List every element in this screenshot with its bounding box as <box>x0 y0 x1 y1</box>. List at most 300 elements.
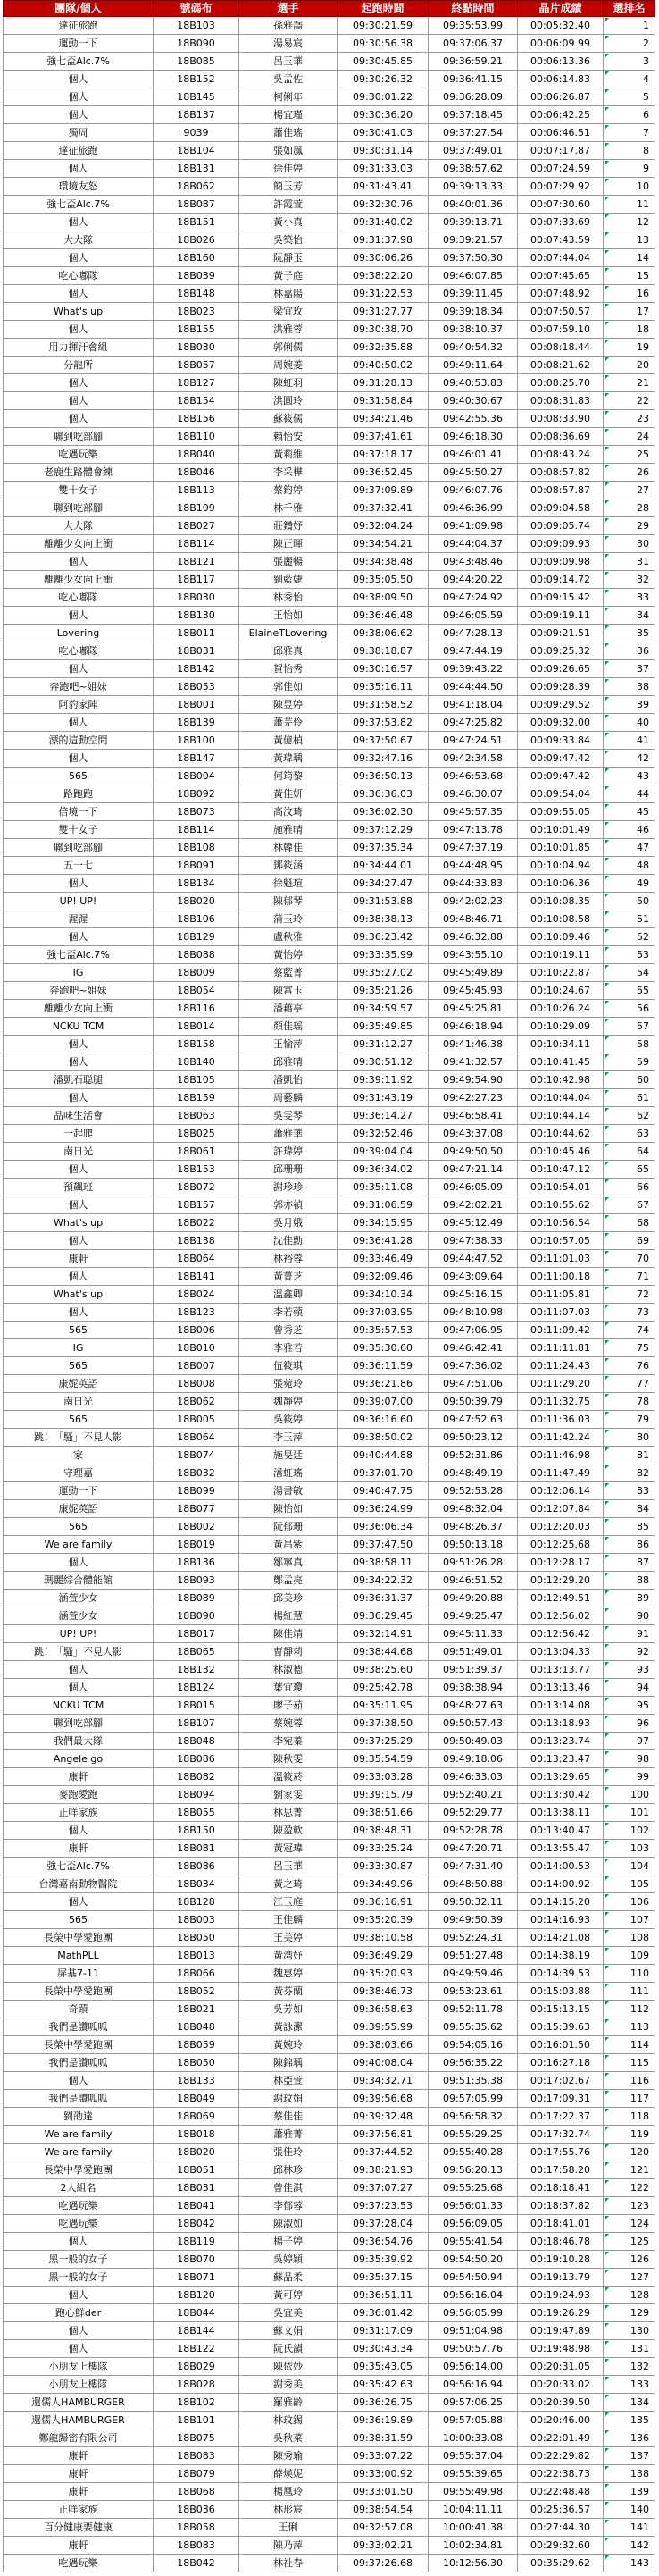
end-time-cell: 09:56:16.04 <box>429 2287 518 2304</box>
rider-cell: 王俐 <box>239 2519 338 2537</box>
rank-cell: 143 <box>604 2555 655 2572</box>
rank-cell: 51 <box>604 910 655 928</box>
chip-time-cell: 00:10:19.11 <box>518 946 604 964</box>
rider-cell: 溫鑫卿 <box>239 1286 338 1304</box>
bib-cell: 18B099 <box>154 1482 239 1500</box>
team-cell: 吃遇玩樂 <box>4 2197 154 2215</box>
bib-cell: 18B061 <box>154 1143 239 1161</box>
chip-time-cell: 00:11:32.75 <box>518 1393 604 1411</box>
rider-cell: 蔡婉蓉 <box>239 1715 338 1733</box>
team-cell: 個人 <box>4 321 154 339</box>
chip-time-cell: 00:10:22.87 <box>518 964 604 982</box>
rank-cell: 47 <box>604 839 655 857</box>
rank-cell: 133 <box>604 2376 655 2394</box>
start-time-cell: 09:36:14.27 <box>338 1107 429 1125</box>
table-row <box>4 2090 655 2108</box>
table-row <box>4 1661 655 1679</box>
chip-time-cell: 00:15:03.88 <box>518 1983 604 2001</box>
bib-cell: 18B020 <box>154 893 239 910</box>
end-time-cell: 09:50:23.12 <box>429 1429 518 1447</box>
rank-cell: 79 <box>604 1411 655 1429</box>
rider-cell: 黃婉玲 <box>239 2036 338 2054</box>
chip-time-cell: 00:20:39.50 <box>518 2394 604 2412</box>
rider-cell: 林嘉陽 <box>239 285 338 303</box>
team-cell: 渥渥 <box>4 910 154 928</box>
rider-cell: 黃冠瑋 <box>239 1840 338 1858</box>
chip-time-cell: 00:11:09.42 <box>518 1322 604 1339</box>
team-cell: 品味生活會 <box>4 1107 154 1125</box>
rider-cell: 蕭雅華 <box>239 1125 338 1143</box>
table-row <box>4 2394 655 2412</box>
rank-cell: 75 <box>604 1339 655 1357</box>
rank-cell: 14 <box>604 249 655 267</box>
team-cell: 大大隊 <box>4 231 154 249</box>
rider-cell: 林韓佳 <box>239 839 338 857</box>
rank-cell: 122 <box>604 2179 655 2197</box>
end-time-cell: 09:47:36.02 <box>429 1357 518 1375</box>
rank-cell: 30 <box>604 535 655 553</box>
team-cell: 奇蹟 <box>4 2001 154 2018</box>
rank-cell: 52 <box>604 928 655 946</box>
table-row <box>4 357 655 374</box>
rider-cell: 盧秋雅 <box>239 928 338 946</box>
rank-cell: 80 <box>604 1429 655 1447</box>
team-cell: IG <box>4 964 154 982</box>
team-cell: 路跑跑 <box>4 785 154 803</box>
team-cell: 屏基7-11 <box>4 1965 154 1983</box>
bib-cell: 18B048 <box>154 2018 239 2036</box>
end-time-cell: 09:56:35.22 <box>429 2054 518 2072</box>
team-cell: 達征旅跑 <box>4 17 154 35</box>
bib-cell: 18B032 <box>154 1464 239 1482</box>
rank-cell: 54 <box>604 964 655 982</box>
rider-cell: 黃瑋瑀 <box>239 750 338 768</box>
bib-cell: 18B042 <box>154 2555 239 2572</box>
start-time-cell: 09:37:12.29 <box>338 821 429 839</box>
rider-cell: 李玉萍 <box>239 1429 338 1447</box>
start-time-cell: 09:32:09.46 <box>338 1268 429 1286</box>
chip-time-cell: 00:08:57.87 <box>518 482 604 499</box>
end-time-cell: 09:55:40.28 <box>429 2144 518 2161</box>
rider-cell: 何筠黎 <box>239 768 338 785</box>
start-time-cell: 09:31:06.59 <box>338 1196 429 1214</box>
table-row <box>4 821 655 839</box>
rank-cell: 63 <box>604 1125 655 1143</box>
end-time-cell: 09:56:05.99 <box>429 2304 518 2322</box>
end-time-cell: 09:48:27.63 <box>429 1697 518 1715</box>
rank-cell: 91 <box>604 1625 655 1643</box>
bib-cell: 18B100 <box>154 732 239 750</box>
start-time-cell: 09:38:31.59 <box>338 2429 429 2447</box>
rank-cell: 81 <box>604 1447 655 1464</box>
rank-cell: 77 <box>604 1375 655 1393</box>
table-row <box>4 1590 655 1607</box>
chip-time-cell: 00:12:20.03 <box>518 1518 604 1536</box>
rank-cell: 53 <box>604 946 655 964</box>
start-time-cell: 09:25:42.78 <box>338 1679 429 1697</box>
team-cell: 565 <box>4 1411 154 1429</box>
rider-cell: 葉宜瓊 <box>239 1679 338 1697</box>
rank-cell: 72 <box>604 1286 655 1304</box>
rider-cell: 溫筱菸 <box>239 1768 338 1786</box>
rider-cell: 周藝麟 <box>239 1089 338 1107</box>
end-time-cell: 09:43:48.46 <box>429 553 518 571</box>
table-row <box>4 374 655 392</box>
rider-cell: 吳孟佐 <box>239 71 338 88</box>
rider-cell: ElaineTLovering <box>239 625 338 642</box>
bib-cell: 18B138 <box>154 1232 239 1250</box>
team-cell: 個人 <box>4 607 154 625</box>
start-time-cell: 09:34:21.46 <box>338 410 429 428</box>
chip-time-cell: 00:11:07.03 <box>518 1304 604 1322</box>
team-cell: 個人 <box>4 392 154 410</box>
team-cell: 個人 <box>4 1268 154 1286</box>
rank-cell: 57 <box>604 1018 655 1036</box>
end-time-cell: 09:38:57.62 <box>429 160 518 178</box>
rider-cell: 黃億楨 <box>239 732 338 750</box>
table-row <box>4 1143 655 1161</box>
start-time-cell: 09:37:50.67 <box>338 732 429 750</box>
team-cell: 個人 <box>4 160 154 178</box>
end-time-cell: 09:52:53.28 <box>429 1482 518 1500</box>
start-time-cell: 09:36:29.45 <box>338 1607 429 1625</box>
start-time-cell: 09:37:35.34 <box>338 839 429 857</box>
bib-cell: 18B090 <box>154 1607 239 1625</box>
end-time-cell: 09:49:18.06 <box>429 1750 518 1768</box>
start-time-cell: 09:39:07.00 <box>338 1393 429 1411</box>
table-row <box>4 2161 655 2179</box>
team-cell: 離離少女向上衝 <box>4 535 154 553</box>
table-row <box>4 17 655 35</box>
team-cell: 我們是讚呱呱 <box>4 2018 154 2036</box>
rank-cell: 50 <box>604 893 655 910</box>
start-time-cell: 09:37:44.52 <box>338 2144 429 2161</box>
chip-time-cell: 00:09:04.58 <box>518 499 604 517</box>
end-time-cell: 09:45:11.33 <box>429 1625 518 1643</box>
chip-time-cell: 00:09:14.72 <box>518 571 604 589</box>
rider-cell: 張菀玲 <box>239 1375 338 1393</box>
bib-cell: 18B155 <box>154 321 239 339</box>
rider-cell: 薛煐妮 <box>239 2465 338 2483</box>
bib-cell: 18B141 <box>154 1268 239 1286</box>
end-time-cell: 09:47:28.13 <box>429 625 518 642</box>
team-cell: 個人 <box>4 714 154 732</box>
team-cell: 我們最大隊 <box>4 1733 154 1750</box>
team-cell: 阿豹家陣 <box>4 696 154 714</box>
bib-cell: 18B090 <box>154 35 239 53</box>
end-time-cell: 09:49:11.64 <box>429 357 518 374</box>
end-time-cell: 09:43:37.08 <box>429 1125 518 1143</box>
rank-cell: 113 <box>604 2018 655 2036</box>
rank-cell: 40 <box>604 714 655 732</box>
team-cell: 個人 <box>4 875 154 893</box>
rank-cell: 56 <box>604 1000 655 1018</box>
rank-cell: 124 <box>604 2215 655 2233</box>
start-time-cell: 09:37:32.41 <box>338 499 429 517</box>
rider-cell: 沈佳勳 <box>239 1232 338 1250</box>
rank-cell: 20 <box>604 357 655 374</box>
start-time-cell: 09:36:16.91 <box>338 1893 429 1911</box>
rank-cell: 90 <box>604 1607 655 1625</box>
table-row <box>4 2233 655 2251</box>
table-row <box>4 1625 655 1643</box>
rank-cell: 114 <box>604 2036 655 2054</box>
team-cell: 個人 <box>4 660 154 678</box>
team-cell: MathPLL <box>4 1947 154 1965</box>
team-cell: 個人 <box>4 1232 154 1250</box>
start-time-cell: 09:38:38.13 <box>338 910 429 928</box>
rider-cell: 林玟錫 <box>239 2412 338 2429</box>
end-time-cell: 09:37:27.54 <box>429 124 518 142</box>
table-row <box>4 2036 655 2054</box>
start-time-cell: 09:35:21.26 <box>338 982 429 1000</box>
table-row <box>4 214 655 231</box>
start-time-cell: 09:35:11.95 <box>338 1697 429 1715</box>
table-row <box>4 1858 655 1875</box>
bib-cell: 18B052 <box>154 1983 239 2001</box>
bib-cell: 18B088 <box>154 946 239 964</box>
start-time-cell: 09:31:58.84 <box>338 392 429 410</box>
bib-cell: 18B048 <box>154 1733 239 1750</box>
rank-cell: 46 <box>604 821 655 839</box>
table-row <box>4 857 655 875</box>
chip-time-cell: 00:07:29.92 <box>518 178 604 196</box>
bib-cell: 18B072 <box>154 1179 239 1196</box>
chip-time-cell: 00:08:21.62 <box>518 357 604 374</box>
rider-cell: 劉家雯 <box>239 1786 338 1804</box>
chip-time-cell: 00:07:45.65 <box>518 267 604 285</box>
chip-time-cell: 00:19:48.98 <box>518 2340 604 2358</box>
rank-cell: 110 <box>604 1965 655 1983</box>
rank-cell: 6 <box>604 106 655 124</box>
start-time-cell: 09:36:50.13 <box>338 768 429 785</box>
bib-cell: 18B065 <box>154 1643 239 1661</box>
start-time-cell: 09:36:51.11 <box>338 2287 429 2304</box>
rank-cell: 26 <box>604 464 655 482</box>
rank-cell: 118 <box>604 2108 655 2126</box>
rider-cell: 柯俐年 <box>239 88 338 106</box>
chip-time-cell: 00:22:38.73 <box>518 2465 604 2483</box>
end-time-cell: 09:42:55.36 <box>429 410 518 428</box>
chip-time-cell: 00:09:32.00 <box>518 714 604 732</box>
rider-cell: 張麗暢 <box>239 553 338 571</box>
rider-cell: 羅雅齡 <box>239 2394 338 2412</box>
team-cell: 康軒 <box>4 1250 154 1268</box>
chip-time-cell: 00:15:39.63 <box>518 2018 604 2036</box>
rider-cell: 劉藍婕 <box>239 571 338 589</box>
bib-cell: 18B034 <box>154 1875 239 1893</box>
rank-cell: 28 <box>604 499 655 517</box>
table-row <box>4 1286 655 1304</box>
table-row <box>4 1750 655 1768</box>
table-row <box>4 1268 655 1286</box>
rider-cell: 阮靜玉 <box>239 249 338 267</box>
rank-cell: 7 <box>604 124 655 142</box>
start-time-cell: 09:34:32.71 <box>338 2072 429 2090</box>
rank-cell: 93 <box>604 1661 655 1679</box>
header-start-time: 起跑時間 <box>338 1 429 17</box>
rider-cell: 王愉萍 <box>239 1036 338 1053</box>
start-time-cell: 09:37:07.27 <box>338 2179 429 2197</box>
end-time-cell: 09:51:49.01 <box>429 1643 518 1661</box>
bib-cell: 18B058 <box>154 2519 239 2537</box>
end-time-cell: 09:55:37.04 <box>429 2447 518 2465</box>
bib-cell: 18B079 <box>154 2465 239 2483</box>
table-row <box>4 1375 655 1393</box>
bib-cell: 18B105 <box>154 1071 239 1089</box>
team-cell: 個人 <box>4 285 154 303</box>
rank-cell: 68 <box>604 1214 655 1232</box>
bib-cell: 18B046 <box>154 464 239 482</box>
team-cell: 運動一下 <box>4 35 154 53</box>
bib-cell: 18B113 <box>154 482 239 499</box>
start-time-cell: 09:38:09.50 <box>338 589 429 607</box>
end-time-cell: 09:44:33.83 <box>429 875 518 893</box>
start-time-cell: 09:34:44.01 <box>338 857 429 875</box>
end-time-cell: 09:40:01.36 <box>429 196 518 214</box>
bib-cell: 18B028 <box>154 2376 239 2394</box>
chip-time-cell: 00:10:56.54 <box>518 1214 604 1232</box>
team-cell: 跳！「騷」不見人影 <box>4 1643 154 1661</box>
rank-cell: 38 <box>604 678 655 696</box>
start-time-cell: 09:30:21.59 <box>338 17 429 35</box>
rider-cell: 蕭佳瑤 <box>239 124 338 142</box>
bib-cell: 18B153 <box>154 1161 239 1179</box>
team-cell: 涵萱少女 <box>4 1607 154 1625</box>
start-time-cell: 09:37:25.29 <box>338 1733 429 1750</box>
team-cell: 潘凱石聪腿 <box>4 1071 154 1089</box>
chip-time-cell: 00:12:49.51 <box>518 1590 604 1607</box>
end-time-cell: 09:54:50.94 <box>429 2269 518 2287</box>
table-row <box>4 1482 655 1500</box>
team-cell: 強七盃Alc.7% <box>4 196 154 214</box>
start-time-cell: 09:37:01.70 <box>338 1464 429 1482</box>
chip-time-cell: 00:18:18.41 <box>518 2179 604 2197</box>
chip-time-cell: 00:10:34.11 <box>518 1036 604 1053</box>
bib-cell: 18B050 <box>154 1929 239 1947</box>
end-time-cell: 09:48:49.19 <box>429 1464 518 1482</box>
table-row <box>4 785 655 803</box>
start-time-cell: 09:31:43.41 <box>338 178 429 196</box>
table-row <box>4 2537 655 2555</box>
chip-time-cell: 00:14:39.53 <box>518 1965 604 1983</box>
rank-cell: 120 <box>604 2144 655 2161</box>
team-cell: 強七盃Alc.7% <box>4 946 154 964</box>
bib-cell: 18B131 <box>154 160 239 178</box>
chip-time-cell: 00:17:32.74 <box>518 2126 604 2144</box>
bib-cell: 18B159 <box>154 1089 239 1107</box>
start-time-cell: 09:30:36.20 <box>338 106 429 124</box>
header-rider: 選手 <box>239 1 338 17</box>
bib-cell: 18B160 <box>154 249 239 267</box>
chip-time-cell: 00:19:24.93 <box>518 2287 604 2304</box>
table-row <box>4 642 655 660</box>
bib-cell: 18B123 <box>154 1304 239 1322</box>
end-time-cell: 09:43:55.10 <box>429 946 518 964</box>
team-cell: 長榮中學愛跑團 <box>4 1929 154 1947</box>
team-cell: 涵萱少女 <box>4 1590 154 1607</box>
end-time-cell: 09:48:46.71 <box>429 910 518 928</box>
team-cell: 鄭龍歸密有限公司 <box>4 2429 154 2447</box>
table-row <box>4 1733 655 1750</box>
start-time-cell: 09:35:43.05 <box>338 2358 429 2376</box>
rank-cell: 138 <box>604 2465 655 2483</box>
table-row <box>4 2018 655 2036</box>
start-time-cell: 09:36:21.86 <box>338 1375 429 1393</box>
rank-cell: 32 <box>604 571 655 589</box>
chip-time-cell: 00:11:00.18 <box>518 1268 604 1286</box>
rider-cell: 鄧筱涵 <box>239 857 338 875</box>
team-cell: What's up <box>4 1214 154 1232</box>
table-row <box>4 231 655 249</box>
header-end-time: 終點時間 <box>429 1 518 17</box>
start-time-cell: 09:39:04.04 <box>338 1143 429 1161</box>
team-cell: 個人 <box>4 1161 154 1179</box>
rider-cell: 陳佳靖 <box>239 1625 338 1643</box>
header-row <box>4 1 655 17</box>
end-time-cell: 09:42:27.23 <box>429 1089 518 1107</box>
end-time-cell: 09:41:18.04 <box>429 696 518 714</box>
rank-cell: 43 <box>604 768 655 785</box>
end-time-cell: 09:49:50.39 <box>429 1911 518 1929</box>
chip-time-cell: 00:13:55.47 <box>518 1840 604 1858</box>
rider-cell: 曾秀芝 <box>239 1322 338 1339</box>
rank-cell: 24 <box>604 428 655 446</box>
rank-cell: 142 <box>604 2537 655 2555</box>
bib-cell: 18B062 <box>154 1393 239 1411</box>
rank-cell: 48 <box>604 857 655 875</box>
rider-cell: 賀怡秀 <box>239 660 338 678</box>
rank-cell: 130 <box>604 2322 655 2340</box>
chip-time-cell: 00:10:55.62 <box>518 1196 604 1214</box>
bib-cell: 18B092 <box>154 785 239 803</box>
end-time-cell: 09:44:44.50 <box>429 678 518 696</box>
rider-cell: 李采樺 <box>239 464 338 482</box>
bib-cell: 18B073 <box>154 803 239 821</box>
end-time-cell: 09:38:10.37 <box>429 321 518 339</box>
rank-cell: 18 <box>604 321 655 339</box>
bib-cell: 18B059 <box>154 2036 239 2054</box>
table-row <box>4 1929 655 1947</box>
end-time-cell: 09:47:51.06 <box>429 1375 518 1393</box>
rank-cell: 27 <box>604 482 655 499</box>
table-row <box>4 392 655 410</box>
team-cell: 個人 <box>4 2340 154 2358</box>
rank-cell: 102 <box>604 1822 655 1840</box>
end-time-cell: 09:43:09.64 <box>429 1268 518 1286</box>
bib-cell: 18B148 <box>154 285 239 303</box>
bib-cell: 18B121 <box>154 553 239 571</box>
rank-cell: 89 <box>604 1590 655 1607</box>
team-cell: 小朋友上樓隊 <box>4 2376 154 2394</box>
table-row <box>4 2555 655 2572</box>
rider-cell: 邱美珍 <box>239 1590 338 1607</box>
end-time-cell: 09:56:01.33 <box>429 2197 518 2215</box>
bib-cell: 18B031 <box>154 642 239 660</box>
bib-cell: 18B008 <box>154 1375 239 1393</box>
rank-cell: 61 <box>604 1089 655 1107</box>
rank-cell: 112 <box>604 2001 655 2018</box>
team-cell: 奔跑吧~姐妹 <box>4 678 154 696</box>
bib-cell: 18B139 <box>154 714 239 732</box>
bib-cell: 18B110 <box>154 428 239 446</box>
table-row <box>4 2340 655 2358</box>
rider-cell: 陳盈軟 <box>239 1822 338 1840</box>
start-time-cell: 09:38:48.31 <box>338 1822 429 1840</box>
team-cell: 我們是讚呱呱 <box>4 2054 154 2072</box>
chip-time-cell: 00:12:56.42 <box>518 1625 604 1643</box>
table-row <box>4 1250 655 1268</box>
